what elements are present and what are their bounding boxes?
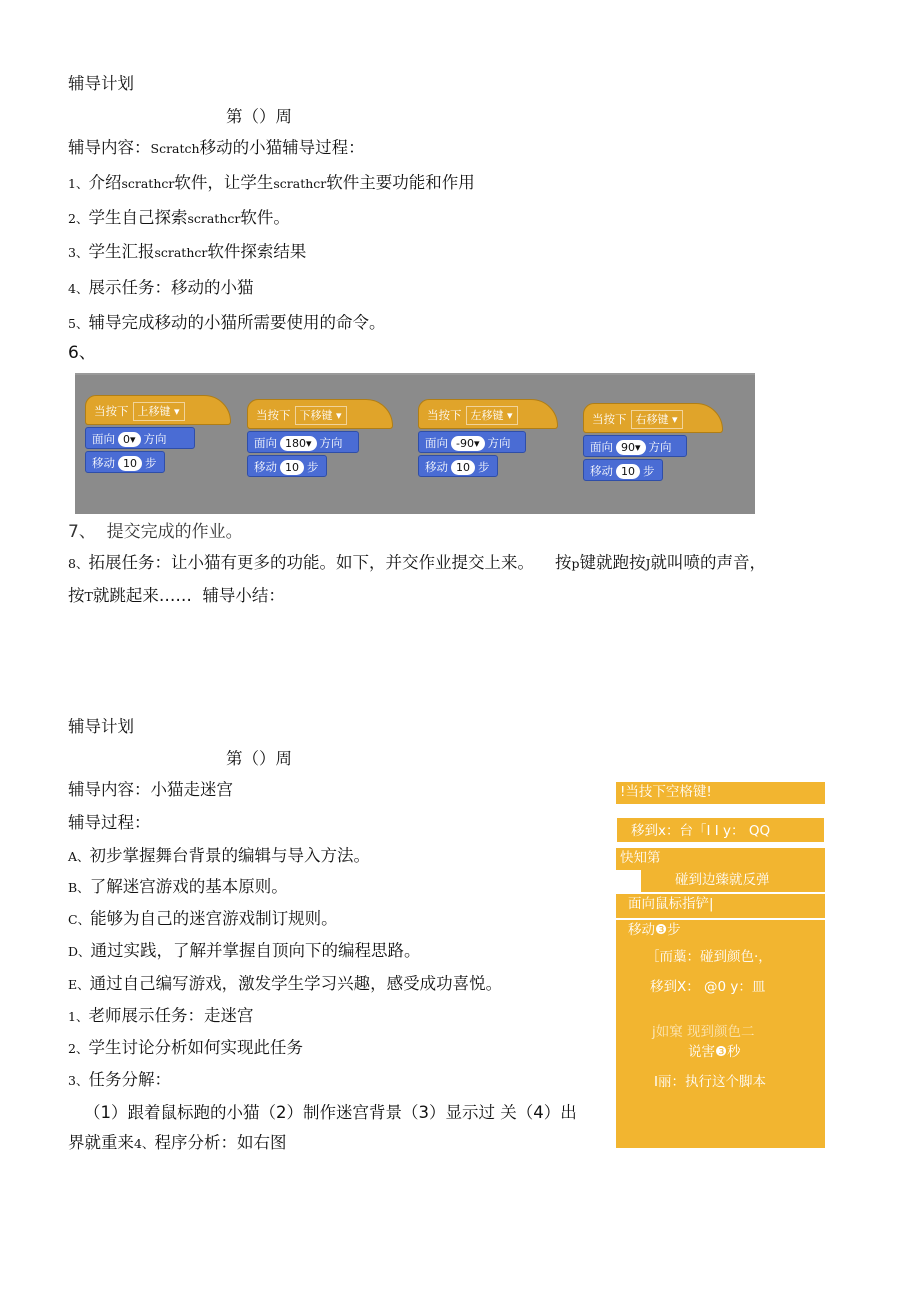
step-8-cont xyxy=(68,585,285,608)
section2-process: 辅导过程： xyxy=(68,813,151,832)
goal-num: B、 xyxy=(68,880,90,895)
move-value: 10 xyxy=(118,456,142,471)
scratch-script-right xyxy=(583,403,723,481)
goal-num: A、 xyxy=(68,849,90,864)
key-dropdown: 下移键 ▾ xyxy=(295,406,347,425)
key-label: 左移键 xyxy=(470,409,504,422)
code-line-stop-script: I丽：执行这个脚本 xyxy=(616,1072,825,1148)
section2-heading: 辅导计划 xyxy=(68,717,134,736)
code-line-say: 说害❸秒 xyxy=(616,1042,825,1072)
step-text: 辅导完成移动的小猫所需要使用的命令。 xyxy=(88,313,386,332)
face-label: 面向 xyxy=(254,436,277,450)
step-text: 介绍 xyxy=(88,173,122,192)
face-number: -90 xyxy=(456,437,474,450)
face-number: 0 xyxy=(123,433,130,446)
step-6 xyxy=(68,342,96,364)
goal-num: D、 xyxy=(68,944,91,959)
move-suffix: 步 xyxy=(145,456,157,470)
scratch-script-left xyxy=(418,399,558,477)
goal-a xyxy=(68,845,370,868)
face-block xyxy=(418,431,526,453)
code-line-move: 移动❸步 xyxy=(616,920,825,944)
step-text: 按 xyxy=(554,553,572,572)
move-value: 10 xyxy=(280,460,304,475)
scratch-blocks-image xyxy=(75,373,755,514)
step-5 xyxy=(68,312,385,335)
hat-block xyxy=(418,399,558,429)
s2-step-2 xyxy=(68,1037,303,1060)
step-text: 学生汇报 xyxy=(88,242,155,261)
content-prefix: Scratch xyxy=(150,141,200,156)
code-line-when-space: !当技下空格键! xyxy=(616,782,825,804)
key-letter: T xyxy=(84,589,93,604)
key-dropdown: 右移键 ▾ xyxy=(631,410,683,429)
summary-label: 辅导小结： xyxy=(202,586,285,605)
goal-c xyxy=(68,908,338,931)
face-value: 90▾ xyxy=(616,440,646,455)
step-num: 4、 xyxy=(68,281,89,296)
step-8 xyxy=(68,552,766,575)
key-label: 下移键 xyxy=(299,409,333,422)
decompose-line-1: （1）跟着鼠标跑的小猫（2）制作迷宫背景（3）显示过 关（4）出 xyxy=(84,1103,577,1122)
step-text: 就叫喷的声音， xyxy=(650,553,766,572)
goal-num: C、 xyxy=(68,912,91,927)
face-value: -90▾ xyxy=(451,436,485,451)
step-text: 软件主要功能和作用 xyxy=(326,173,475,192)
decompose-line-2 xyxy=(68,1132,286,1155)
step-num: 1、 xyxy=(68,176,89,191)
key-dropdown: 上移键 ▾ xyxy=(133,402,185,421)
key-label: 右移键 xyxy=(635,413,669,426)
face-value: 0▾ xyxy=(118,432,141,447)
step-text: scrathcr xyxy=(121,176,175,191)
content-label: 辅导内容： xyxy=(68,138,151,157)
step-num: 3、 xyxy=(68,245,89,260)
step-3 xyxy=(68,241,306,264)
step-num: 7、 xyxy=(68,522,96,542)
step-text: 老师展示任务：走迷宫 xyxy=(88,1006,254,1025)
key-letter: J xyxy=(645,556,651,571)
step-text: 就跳起来…… xyxy=(92,586,192,605)
hat-block xyxy=(247,399,393,429)
hat-label: 当按下 xyxy=(256,408,291,422)
goal-text: 初步掌握舞台背景的编辑与导入方法。 xyxy=(89,846,371,865)
goal-d xyxy=(68,940,421,963)
step-num: 2、 xyxy=(68,1041,89,1056)
step-text: 提交完成的作业。 xyxy=(106,522,243,542)
step-text: scrathcr xyxy=(187,211,241,226)
step-num: 3、 xyxy=(68,1073,89,1088)
section1-content xyxy=(68,137,365,160)
goal-text: 能够为自己的迷宫游戏制订规则。 xyxy=(90,909,338,928)
move-value: 10 xyxy=(451,460,475,475)
code-line-if-reach-color: j如窠 现到颜色二 xyxy=(616,1022,825,1042)
face-block xyxy=(583,435,687,457)
move-label: 移动 xyxy=(425,460,448,474)
step-num: 6、 xyxy=(68,343,96,363)
face-number: 180 xyxy=(285,437,306,450)
code-line-forever: 快知第 xyxy=(616,848,825,870)
goal-num: E、 xyxy=(68,977,90,992)
step-num: 1、 xyxy=(68,1009,89,1024)
decompose-text: 界就重来 xyxy=(68,1133,134,1152)
hat-label: 当按下 xyxy=(94,404,129,418)
decompose-text: 程序分析：如右图 xyxy=(154,1133,287,1152)
move-block xyxy=(418,455,498,477)
code-line-goto-start: 移到X： @0 y：皿 xyxy=(616,974,825,1022)
step-4 xyxy=(68,277,253,300)
move-block xyxy=(583,459,663,481)
step-text: scrathcr xyxy=(154,245,208,260)
step-text: 软件，让学生 xyxy=(174,173,274,192)
face-suffix: 方向 xyxy=(319,436,343,450)
step-text: 拓展任务：让小猫有更多的功能。如下，并交作业提交上来。 xyxy=(88,553,534,572)
face-block xyxy=(247,431,359,453)
hat-block xyxy=(583,403,723,433)
move-label: 移动 xyxy=(92,456,115,470)
move-suffix: 步 xyxy=(478,460,490,474)
key-label: 上移键 xyxy=(137,405,171,418)
move-suffix: 步 xyxy=(643,464,655,478)
move-value: 10 xyxy=(616,464,640,479)
face-number: 90 xyxy=(621,441,635,454)
face-suffix: 方向 xyxy=(648,440,672,454)
face-label: 面向 xyxy=(425,436,448,450)
face-label: 面向 xyxy=(590,440,613,454)
s2-step-3 xyxy=(68,1069,171,1092)
step-text: 任务分解： xyxy=(88,1070,171,1089)
step-num: 5、 xyxy=(68,316,89,331)
move-label: 移动 xyxy=(590,464,613,478)
hat-block xyxy=(85,395,231,425)
step-num: 2、 xyxy=(68,211,89,226)
face-block xyxy=(85,427,195,449)
content-rest: 移动的小猫辅导过程： xyxy=(199,138,365,157)
section2-week: 第（）周 xyxy=(226,749,292,768)
key-letter: p xyxy=(571,556,580,571)
step-text: 键就跑按 xyxy=(579,553,646,572)
hat-label: 当按下 xyxy=(427,408,462,422)
step-num: 4、 xyxy=(134,1136,155,1151)
code-line-goto-xy: 移到x：台「I I y： QQ xyxy=(616,817,825,843)
code-line-if-touch-color: ［而藁：碰到颜色·， xyxy=(616,944,825,974)
move-label: 移动 xyxy=(254,460,277,474)
hat-label: 当按下 xyxy=(592,412,627,426)
step-text: 展示任务：移动的小猫 xyxy=(88,278,254,297)
goal-b xyxy=(68,876,288,899)
step-2 xyxy=(68,207,290,230)
face-suffix: 方向 xyxy=(143,432,167,446)
step-text: 软件。 xyxy=(240,208,290,227)
step-text: scrathcr xyxy=(273,176,327,191)
section1-week: 第（）周 xyxy=(226,107,292,126)
goal-e xyxy=(68,973,502,996)
goal-text: 通过自己编写游戏，激发学生学习兴趣，感受成功喜悦。 xyxy=(89,974,503,993)
face-suffix: 方向 xyxy=(487,436,511,450)
step-7 xyxy=(68,521,243,543)
move-suffix: 步 xyxy=(307,460,319,474)
step-text: 软件探索结果 xyxy=(207,242,307,261)
code-line-point-mouse: 面向鼠标指铲| xyxy=(616,894,825,918)
step-1 xyxy=(68,172,475,195)
step-text: 学生讨论分析如何实现此任务 xyxy=(88,1038,303,1057)
code-line-bounce: 碰到边臻就反弹 xyxy=(641,870,825,892)
goal-text: 了解迷宫游戏的基本原则。 xyxy=(89,877,288,896)
move-block xyxy=(247,455,327,477)
scratch-script-up xyxy=(85,395,231,473)
move-block xyxy=(85,451,165,473)
section2-content: 辅导内容：小猫走迷宫 xyxy=(68,780,233,799)
goal-text: 通过实践，了解并掌握自顶向下的编程思路。 xyxy=(90,941,421,960)
section1-heading: 辅导计划 xyxy=(68,74,134,93)
key-dropdown: 左移键 ▾ xyxy=(466,406,518,425)
step-text: 按 xyxy=(68,586,85,605)
s2-step-1 xyxy=(68,1005,253,1028)
step-text: 学生自己探索 xyxy=(88,208,188,227)
step-num: 8、 xyxy=(68,556,89,571)
scratch-script-down xyxy=(247,399,393,477)
face-value: 180▾ xyxy=(280,436,317,451)
face-label: 面向 xyxy=(92,432,115,446)
